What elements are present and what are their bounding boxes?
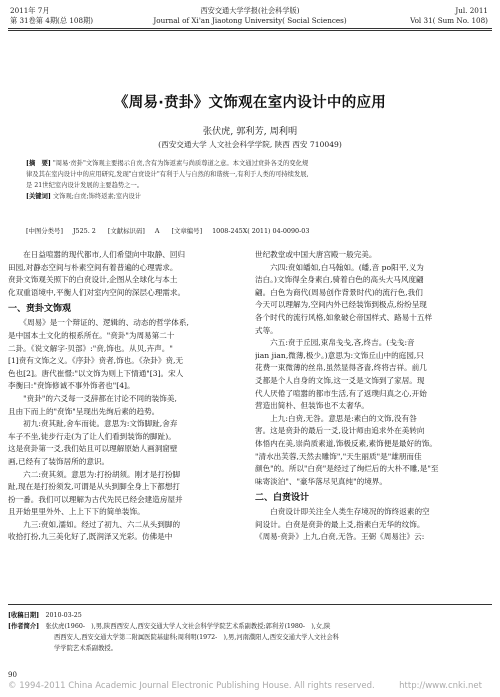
body-text-line: 洁白。)文饰得全身素白,骑着白色的高头大马风度翩	[255, 275, 424, 285]
body-text-line: 世纪教堂或中国大唐宫殿一般完美。	[255, 250, 377, 259]
body-column-right	[255, 249, 487, 544]
clc-label: [中图分类号]	[26, 227, 63, 235]
abstract-line: 是 21世纪室内设计发展的主要趋势之一。	[26, 182, 144, 189]
body-text-line: 趾,现在是打扮须发,可谓是从头到脚全身上下都想打	[8, 482, 180, 492]
keywords-line	[26, 191, 476, 202]
paper-title: 《周易·贲卦》文饰观在室内设计中的应用	[113, 95, 387, 111]
paper-authors: 张伏虎, 郭利芳, 周利明	[202, 126, 298, 137]
body-text-line: "清水出芙蓉,天然去雕饰","天生丽质"是"雄朋而佳	[255, 451, 422, 461]
body-text-line: 且开始里里外外、上上下下的简单装饰。	[8, 507, 145, 517]
received-value: 2010-03-25	[45, 612, 82, 619]
body-text-line: 体悟内在美,崇尚质素道,饰极反素,素饰便是最好的饰。	[255, 438, 437, 448]
running-header-right	[410, 6, 488, 26]
body-text-line: [1]贲有文饰之义。《序卦》贲者,饰也。《杂卦》贲,无	[8, 356, 184, 366]
body-text-line: 车子不坐,徒步行走(为了让人们看到装饰的脚趾)。	[8, 431, 176, 441]
author-bio-label: [作者简介]	[8, 623, 40, 630]
copyright-text: © 1994-2011 China Academic Journal Electronic Publishing House. All rights reserved.	[8, 681, 375, 691]
doc-code-label: [文献标识码]	[107, 227, 145, 235]
body-text-line: 六四:贲如皤如,白马翰如。(皤,音 po阳平,义为	[255, 262, 424, 272]
footnote-block	[8, 610, 492, 654]
body-text-line: 在日益喧嚣的现代都市,人们希望向中取静、回归	[8, 250, 186, 259]
body-text-line: 间设计。白贲是贲卦的最上爻,指素白无华的纹饰。	[255, 519, 425, 529]
body-text-line: 六二:贲其须。意思为:打扮胡须。刚才是打扮脚	[8, 469, 181, 479]
header-date: 2011年 7月	[10, 6, 50, 15]
body-text-line: 各个时代的流行风格,如象破仑帝国样式、路易十五样	[255, 312, 433, 322]
body-text-line: 贲卦文饰观关照下的白贲设计,企图从全球化与本土	[8, 275, 178, 285]
body-text-line: 害。这是贲卦的最后一爻,设计师由追求外在美转向	[255, 426, 425, 436]
body-text-line: 代人厌倦了喧嚣的都市生活,有了返璞归真之心,开始	[255, 388, 427, 398]
body-text-line: 爻都是个人自身的文饰,这一爻是文饰到了家居。现	[255, 375, 425, 385]
body-text-line: 田园,对静态空间与朴素空间有着普遍的心理需求。	[8, 262, 178, 272]
body-text-line: 颜色"的。所以"白贲"是经过了绚烂后的大朴不雕,是"至	[255, 464, 439, 474]
body-text-line: 初九:贲其趾,舍车而徒。意思为:文饰脚趾,舍弃	[8, 419, 178, 429]
body-text-line: 化双重语境中,平衡人们对室内空间的深层心理需求。	[8, 287, 186, 297]
page-number: 90	[8, 671, 17, 679]
cnki-url: http://www.cnki.net	[399, 681, 482, 691]
body-text-line: jian jian,微薄,极少。)意思为:文饰丘山中的庭园,只	[255, 350, 424, 360]
keywords-text: 文饰观;白贲;饰终返素;室内设计	[52, 193, 142, 200]
clc-value: J525. 2	[72, 227, 96, 235]
body-text-line: 味寄淡泊"、"豪华落尽见真纯"的境界。	[255, 476, 387, 486]
body-text-line: 翩。白色为商代(周易创作背景时代)的流行色,我们	[255, 287, 423, 297]
abstract-line: [摘 要] "周易·贲卦"文饰观主要揭示自贲,含有为饰返素与尚质尊道之意。本文通过贲卦各爻的变化规	[26, 160, 309, 167]
body-text-line: 《周易·贲卦》上九,白贲,无咎。王弼《周易注》云:	[255, 532, 425, 542]
header-rule-thin	[8, 30, 492, 31]
abstract-block	[26, 158, 476, 202]
header-rule	[8, 28, 492, 29]
body-text-line: 六五:贲于丘园,束帛戋戋,吝,终吉。(戋戋:音	[255, 338, 415, 348]
journal-name-en: Journal of Xi'an Jiaotong University( Social Sciences)	[153, 16, 347, 25]
section-heading-2: 二、白贲设计	[255, 493, 310, 504]
section-1-body	[8, 317, 240, 544]
body-text-line: 今天可以理解为,空间内外已经装饰到极点,纷纷呈现	[255, 300, 427, 310]
body-text-line: 扮一番。我们可以理解为古代先民已经会建造房屋并	[8, 494, 183, 504]
doc-code-value: A	[154, 227, 160, 235]
article-number-value: 1008-245X( 2011) 04-0090-03	[212, 227, 310, 235]
body-text-line: 李衡曰:"贲饰修诚不事外饰者也"[4]。	[8, 381, 135, 391]
body-text-line: 画,已经有了装饰居所的意识。	[8, 456, 110, 466]
body-text-line: 白贲设计即关注全人类生存境况的饰终返素的空	[255, 507, 430, 517]
received-label: [收稿日期]	[8, 612, 40, 619]
section-heading-1: 一、贲卦文饰观	[8, 304, 72, 315]
header-volume: 第 31卷第 4期(总 108期)	[10, 16, 94, 25]
body-column-left	[8, 249, 240, 544]
abstract-label: [摘 要]	[26, 160, 51, 167]
body-text-line: 营造出简朴、但装饰也不太奢华。	[255, 401, 369, 411]
body-text-line: 色也[2]。唐代崔憬:"以文饰为则上下情通"[3]。宋人	[8, 368, 184, 378]
journal-name-cn: 西安交通大学学报(社会科学版)	[200, 6, 300, 15]
footnote-rule	[8, 604, 492, 605]
author-bio-line: [作者简介] 张伏虎(1960- ),男,陕西西安人,西安交通大学人文社会科学学院艺术系副教授;郭利芳(1980- ),女,陕	[8, 623, 331, 630]
header-volume-en: Vol 31( Sum No. 108)	[410, 16, 488, 25]
intro-paragraph	[8, 249, 240, 299]
body-text-line: 九三:贲如,濡如。经过了初九、六二从头到脚的	[8, 519, 181, 529]
body-text-line: 花费一束微薄的丝帛,虽然显得吝啬,终将吉祥。前几	[255, 363, 427, 373]
body-text-line: 是中国本土文化的根系所在。"贲卦"为周易第二十	[8, 330, 175, 340]
keywords-label: [关键词]	[26, 193, 51, 200]
abstract-line: 律及其在室内设计中的应用研究,发现"白贲设计"有利于人与自然的和谐统一,有利于人类的可持续发展,	[26, 171, 309, 178]
body-text-line: "贲卦"的六爻每一爻辞都在讨论不同的装饰美,	[8, 393, 177, 403]
article-number-label: [文章编号]	[171, 227, 203, 235]
body-text-line: 《周易》是一个辩证的、逻辑的、动态的哲学体系,	[8, 318, 189, 328]
copyright-watermark	[8, 681, 492, 691]
section-2-body	[255, 506, 487, 544]
section-1-continued	[255, 249, 487, 488]
classification-line	[26, 226, 486, 235]
body-text-line: 这是贲卦第一爻,我们姑且可以理解原始人画洞窟壁	[8, 444, 178, 454]
author-bio-line: 学学院艺术系副教授。	[54, 645, 117, 652]
body-text-line: 收拾打扮,九三美化好了,既润泽又光彩。仿佛是中	[8, 532, 173, 542]
author-affiliation: (西安交通大学 人文社会科学学院, 陕西 西安 710049)	[158, 140, 342, 149]
received-date-line	[8, 610, 492, 621]
header-date-en: Jul. 2011	[455, 6, 488, 15]
body-text-line: 且由下而上的"贲饰"呈现出先绚后素的趋势。	[8, 406, 160, 416]
body-text-line: 上九:白贲,无咎。意思是:素白的文饰,没有咎	[255, 413, 417, 423]
body-text-line: 二卦。《说文解字·贝部》:"贲,饰也。从贝,卉声。"	[8, 343, 173, 353]
author-bio-line: 西西安人,西安交通大学第二附属医院基建科;周利明(1972- ),男,河南濮阳人,西安交通大学人文社会科	[54, 634, 340, 641]
body-text-line: 式等。	[255, 325, 278, 335]
